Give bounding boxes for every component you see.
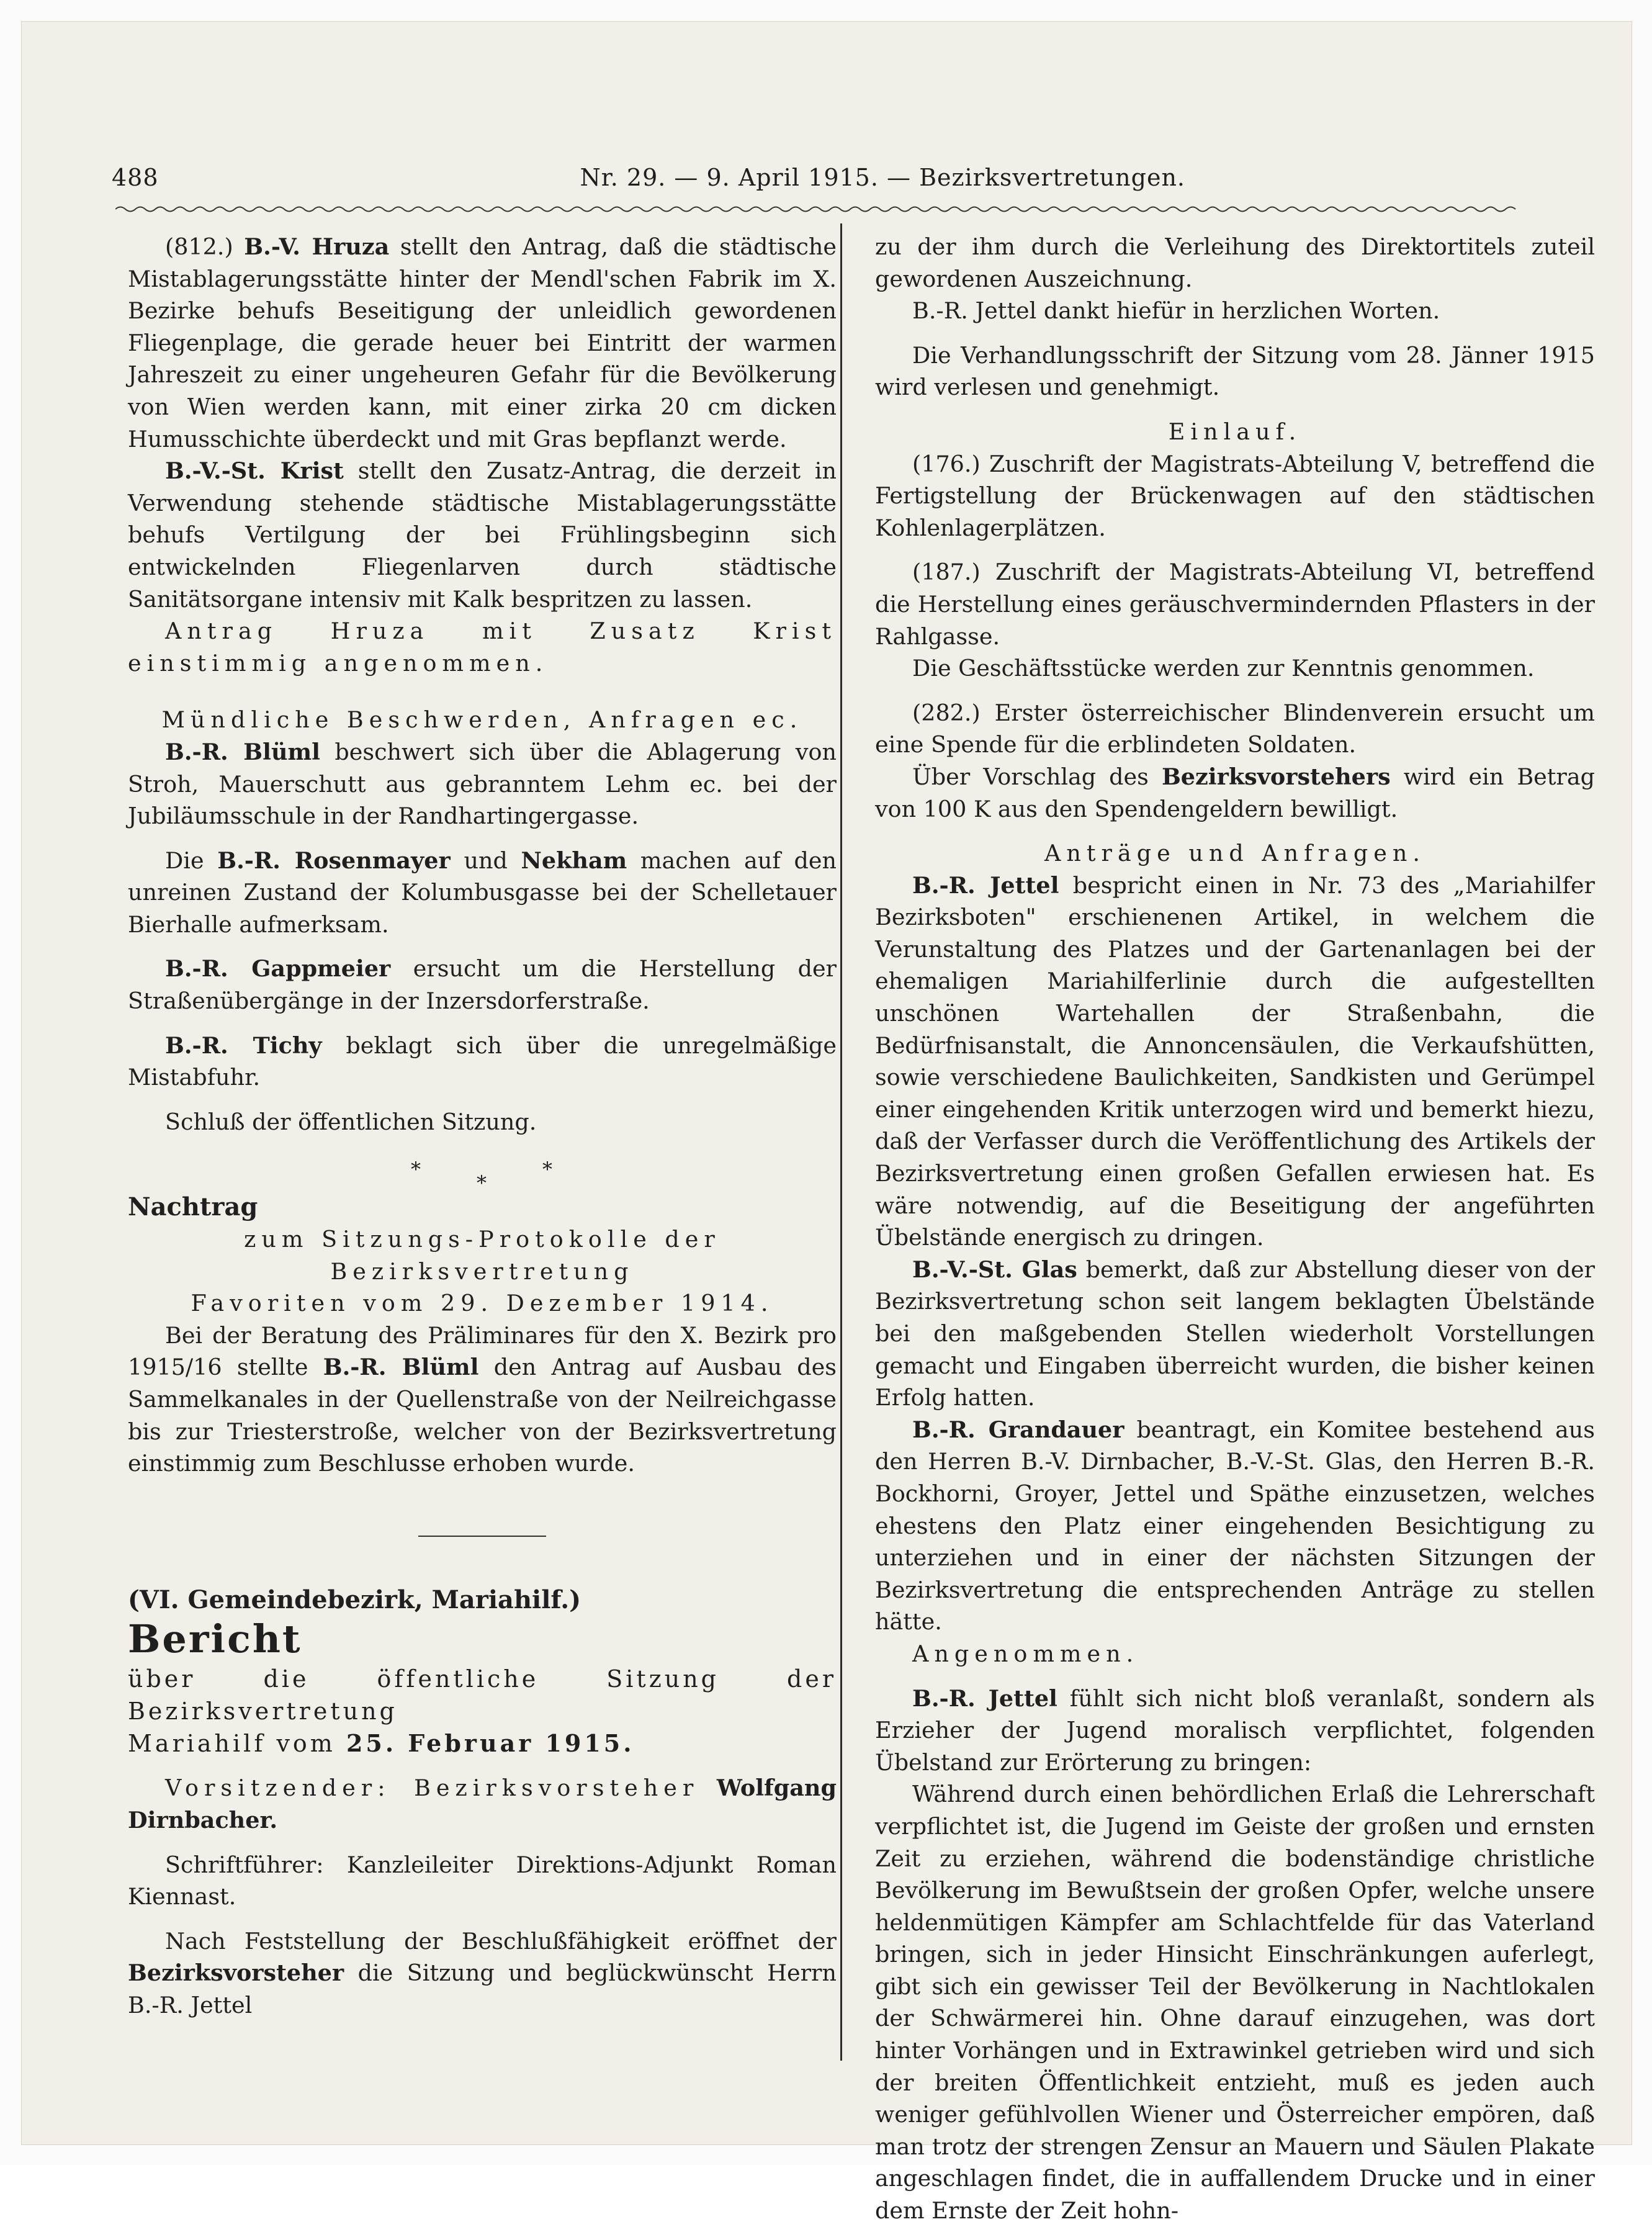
speaker-name: B.-R. Jettel bbox=[912, 871, 1059, 899]
star: * bbox=[542, 1158, 552, 1182]
nachtrag-title: Nachtrag bbox=[128, 1192, 258, 1222]
section-divider bbox=[418, 1536, 546, 1537]
star: * bbox=[477, 1171, 487, 1195]
report-date: 25. Februar 1915. bbox=[346, 1729, 635, 1758]
paragraph-282: (282.) Erster österreichischer Blindenverein ersucht um eine Spende für die erblindeten Soldaten. bbox=[875, 699, 1595, 758]
paragraph-glas: B.-V.-St. Glas bemerkt, daß zur Abstellung dieser von der Bezirksvertretung schon seit langem beklagten Übelstände bei den maßgebenden Stellen wiederholt Vorstellungen gemacht und Eingaben überreicht wurden, die bisher keinen Erfolg hatten. bbox=[875, 1256, 1595, 1411]
opening-paragraph: Nach Feststellung der Beschlußfähigkeit eröffnet der Bezirksvorsteher die Sitzung und beglückwünscht Herrn B.-R. Jettel bbox=[128, 1927, 837, 2018]
paragraph-grandauer: B.-R. Grandauer beantragt, ein Komitee bestehend aus den Herren B.-V. Dirnbacher, B.-V.-St. Glas, den Herren B.-R. Bockhorni, Groyer, Jettel und Späthe einzusetzen, welches ehestens den Platz einer eingehenden Besichtigung zu unterziehen und in einer der nächsten Sitzungen der Bezirksvertretung die entsprechenden Anträge zu stellen hätte. bbox=[875, 1416, 1595, 1635]
closing-line: Schluß der öffentlichen Sitzung. bbox=[165, 1108, 537, 1135]
report-subtitle-2: Mariahilf vom 25. Februar 1915. bbox=[128, 1729, 635, 1758]
left-column bbox=[128, 231, 837, 2022]
paragraph-final: Während durch einen behördlichen Erlaß die Lehrerschaft verpflichtet ist, die Jugend im Geiste der großen und ernsten Zeit zu erziehen, während die bodenständige christliche Bevölkerung im Bewußtsein der großen Opfer, welche unsere heldenmütigen Kämpfer am Schlachtfelde für das Vaterland bringen, sich in jeder Hinsicht Einschränkungen auferlegt, gibt sich ein gewisser Teil der Bevölkerung in Nachtlokalen der Schwärmerei hin. Ohne darauf einzugehen, was dort hinter Vorhängen und in Extrawinkel getrieben wird und sich der breiten Öffentlichkeit entzieht, muß es jeden auch weniger gefühlvollen Wiener und Österreicher empören, daß man trotz der strengen Zensur an Mauern und Säulen Plakate angeschlagen findet, die in auffallendem Drucke und in einer dem Ernste der Zeit hohn- bbox=[875, 1781, 1595, 2225]
paragraph-jettel-2: B.-R. Jettel fühlt sich nicht bloß veranlaßt, sondern als Erzieher der Jugend moralisch verpflichtet, folgenden Übelstand zur Erörterung zu bringen: bbox=[875, 1685, 1595, 1776]
continuation: zu der ihm durch die Verleihung des Direktortitels zuteil gewordenen Auszeichnung. bbox=[875, 233, 1595, 292]
paragraph-187: (187.) Zuschrift der Magistrats-Abteilung VI, betreffend die Herstellung eines geräuschvermindernden Pflasters in der Rahlgasse. bbox=[875, 559, 1595, 650]
speaker-name: B.-R. Tichy bbox=[165, 1032, 322, 1059]
minutes-approved: Die Verhandlungsschrift der Sitzung vom 28. Jänner 1915 wird verlesen und genehmigt. bbox=[875, 341, 1595, 401]
chair-name: Wolfgang Dirnbacher. bbox=[128, 1775, 837, 1833]
noted-line: Die Geschäftsstücke werden zur Kenntnis genommen. bbox=[912, 655, 1535, 682]
report-subtitle-1: über die öffentliche Sitzung der Bezirksvertretung bbox=[128, 1665, 837, 1725]
speaker-name: B.-R. Rosenmayer bbox=[217, 847, 451, 874]
wavy-rule bbox=[115, 205, 1517, 214]
speaker-name: B.-R. Blüml bbox=[323, 1354, 479, 1381]
speaker-name: Bezirksvorsteher bbox=[128, 1959, 344, 1987]
paragraph-krist: B.-V.-St. Krist stellt den Zusatz-Antrag, die derzeit in Verwendung stehende städtische Mistablagerungsstätte behufs Vertilgung der bei Frühlingsbeginn sich entwickelnden Fliegenlarven durch städtische Sanitätsorgane intensiv mit Kalk bespritzen zu lassen. bbox=[128, 457, 837, 613]
speaker-name: B.-R. Jettel bbox=[912, 1685, 1057, 1712]
paragraph-gappmeier: B.-R. Gappmeier ersucht um die Herstellung der Straßenübergänge in der Inzersdorferstraße. bbox=[128, 955, 837, 1015]
district-heading: (VI. Gemeindebezirk, Mariahilf.) bbox=[128, 1585, 581, 1614]
accepted-line: Angenommen. bbox=[912, 1640, 1139, 1667]
resolution: Antrag Hruza mit Zusatz Krist einstimmig angenommen. bbox=[128, 618, 837, 677]
speaker-name: B.-V.-St. Glas bbox=[912, 1256, 1077, 1283]
asterism bbox=[128, 1154, 837, 1195]
paragraph-rosenmayer: Die B.-R. Rosenmayer und Nekham machen auf den unreinen Zustand der Kolumbusgasse bei der Schelletauer Bierhalle aufmerksam. bbox=[128, 847, 837, 938]
speaker-name: B.-R. Gappmeier bbox=[165, 955, 391, 983]
speaker-name: Nekham bbox=[521, 847, 627, 874]
chair-line: Vorsitzender: Bezirksvorsteher Wolfgang Dirnbacher. bbox=[128, 1775, 837, 1833]
section-heading: Mündliche Beschwerden, Anfragen ec. bbox=[161, 706, 803, 734]
nachtrag-line2: Favoriten vom 29. Dezember 1914. bbox=[191, 1290, 774, 1317]
nachtrag-line1: zum Sitzungs-Protokolle der Bezirksvertretung bbox=[244, 1226, 721, 1285]
column-divider bbox=[840, 223, 842, 2061]
right-column bbox=[875, 231, 1595, 2227]
secretary-line: Schriftführer: Kanzleileiter Direktions-Adjunkt Roman Kiennast. bbox=[128, 1851, 837, 1910]
report-title: Bericht bbox=[128, 1616, 302, 1662]
speaker-name: B.-V.-St. Krist bbox=[165, 457, 344, 485]
speaker-name: B.-R. Grandauer bbox=[912, 1416, 1125, 1443]
paragraph-176: (176.) Zuschrift der Magistrats-Abteilung V, betreffend die Fertigstellung der Brückenwagen auf den städtischen Kohlenlagerplätzen. bbox=[875, 450, 1595, 541]
speaker-name: Bezirksvorstehers bbox=[1161, 763, 1391, 790]
running-title: Nr. 29. — 9. April 1915. — Bezirksvertretungen. bbox=[580, 164, 1185, 191]
thanks-line: B.-R. Jettel dankt hiefür in herzlichen Worten. bbox=[912, 297, 1440, 325]
motions-heading: Anträge und Anfragen. bbox=[1044, 840, 1425, 867]
page-number: 488 bbox=[112, 164, 159, 191]
star: * bbox=[411, 1158, 421, 1182]
speaker-name: B.-V. Hruza bbox=[244, 233, 390, 260]
paragraph-812: (812.) B.-V. Hruza stellt den Antrag, daß die städtische Mistablagerungsstätte hinter der Mendl'schen Fabrik im X. Bezirke behufs Beseitigung der unleidlich gewordenen Fliegenplage, die gerade heuer bei Eintritt der warmen Jahreszeit zu einer ungeheuren Gefahr für die Bevölkerung von Wien werden kann, mit einer zirka 20 cm dicken Humusschichte überdeckt und mit Gras bepflanzt werde. bbox=[128, 233, 837, 452]
paragraph-tichy: B.-R. Tichy beklagt sich über die unregelmäßige Mistabfuhr. bbox=[128, 1032, 837, 1091]
paragraph-bluml: B.-R. Blüml beschwert sich über die Ablagerung von Stroh, Mauerschutt aus gebranntem Lehm ec. bei der Jubiläumsschule in der Randhartingergasse. bbox=[128, 738, 837, 830]
paragraph-jettel-1: B.-R. Jettel bespricht einen in Nr. 73 des „Mariahilfer Bezirksboten" erschienenen Artikel, in welchem die Verunstaltung des Platzes und der Gartenanlagen bei der ehemaligen Mariahilferlinie durch die aufgestellten unschönen Wartehallen der Straßenbahn, die Bedürfnisanstalt, die Annoncensäulen, die Verkaufshütten, sowie verschiedene Baulichkeiten, Sandkisten und Gerümpel einer eingehenden Kritik unterzogen wird und bemerkt hiezu, daß der Verfasser durch die Veröffentlichung des Artikels der Bezirksvertretung einen großen Gefallen erwiesen hat. Es wäre notwendig, auf die Beseitigung der angeführten Übelstände energisch zu dringen. bbox=[875, 871, 1595, 1251]
grant-line: Über Vorschlag des Bezirksvorstehers wird ein Betrag von 100 K aus den Spendengeldern bewilligt. bbox=[875, 763, 1595, 822]
nachtrag-body: Bei der Beratung des Präliminares für den X. Bezirk pro 1915/16 stellte B.-R. Blüml den Antrag auf Ausbau des Sammelkanales in der Quellenstraße von der Neilreichgasse bis zur Triesterstroße, welcher von der Bezirksvertretung einstimmig zum Beschlusse erhoben wurde. bbox=[128, 1321, 837, 1477]
running-header bbox=[0, 155, 1652, 199]
speaker-name: B.-R. Blüml bbox=[165, 738, 320, 765]
einlauf-heading: Einlauf. bbox=[1168, 418, 1302, 445]
